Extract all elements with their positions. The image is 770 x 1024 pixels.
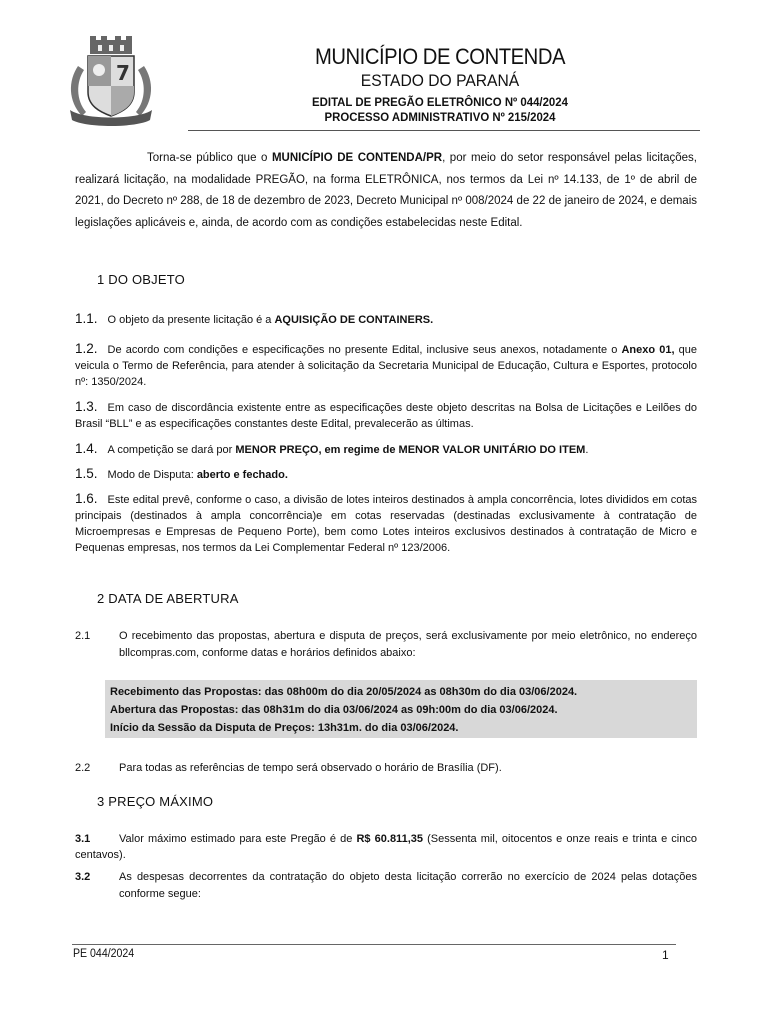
- process-number: PROCESSO ADMINISTRATIVO Nº 215/2024: [324, 110, 556, 124]
- clause-text: Valor máximo estimado para este Pregão é de: [119, 833, 357, 845]
- clause-number: 3.1: [75, 833, 91, 845]
- clause-3-1: [75, 831, 697, 863]
- clause-2-1: [75, 628, 697, 662]
- clause-text: que veicula o Termo de Referência, para atender à solicitação da Secretaria Municipal de Educação, Cultura e Esportes, protocolo nº: 1350/2024.: [75, 344, 697, 388]
- clause-text: Este edital prevê, conforme o caso, a divisão de lotes inteiros destinados à ampla concorrência, lotes divididos em cotas principais (destinados à ampla concorrência)e em cotas reservadas (destinadas exclusivamente à contratação de Microempresas e Empresas de Pequeno Porte), bem como Lotes inteiros exclusivos destinados à contratação de Micro e Pequenas empresas, nos termos da Lei Complementar Federal nº 123/2006.: [75, 494, 697, 554]
- clause-2-2: [75, 760, 697, 777]
- clause-text: As despesas decorrentes da contratação do objeto desta licitação correrão no exercício de 2024 pelas dotações conforme segue:: [119, 871, 697, 900]
- clause-number: 1.5.: [75, 466, 98, 481]
- clause-bold: MENOR PREÇO, em regime de MENOR VALOR UNITÁRIO DO ITEM: [235, 444, 586, 456]
- state-subtitle: ESTADO DO PARANÁ: [360, 71, 520, 90]
- clause-text: .: [585, 444, 589, 456]
- svg-text:7: 7: [116, 61, 130, 85]
- clause-text: De acordo com condições e especificações no presente Edital, inclusive seus anexos, notadamente o: [107, 344, 622, 356]
- clause-1-1: [75, 311, 697, 328]
- clause-1-2: [75, 341, 697, 390]
- clause-text: Em caso de discordância existente entre as especificações deste objeto descritas na Bolsa de Licitações e Leilões do Brasil “BLL” e as especificações constantes deste Edital, prevalecerão as últimas.: [75, 402, 697, 430]
- schedule-highlight-box: [105, 680, 697, 738]
- clause-number: 1.1.: [75, 311, 98, 326]
- clause-1-6: [75, 491, 697, 556]
- page-number: 1: [662, 948, 669, 962]
- municipal-coat-of-arms-icon: [64, 36, 158, 128]
- section-heading-objeto: 1 DO OBJETO: [97, 272, 185, 287]
- clause-1-3: [75, 399, 697, 432]
- clause-3-2: [75, 869, 697, 903]
- clause-bold: AQUISIÇÃO DE CONTAINERS.: [274, 314, 434, 326]
- clause-text: Para todas as referências de tempo será observado o horário de Brasília (DF).: [119, 762, 502, 774]
- footer-document-id: PE 044/2024: [73, 948, 135, 960]
- intro-municipality-bold: MUNICÍPIO DE CONTENDA/PR: [271, 152, 443, 164]
- clause-1-5: [75, 466, 697, 483]
- schedule-receipt-line: Recebimento das Propostas: das 08h00m do dia 20/05/2024 as 08h30m do dia 03/06/2024.: [110, 686, 578, 698]
- clause-text: O recebimento das propostas, abertura e disputa de preços, será exclusivamente por meio eletrônico, no endereço bllcompras.com, conforme datas e horários definidos abaixo:: [119, 630, 697, 659]
- clause-number: 2.2: [75, 762, 91, 774]
- footer-divider: [72, 944, 676, 945]
- clause-number: 1.6.: [75, 491, 98, 506]
- clause-text: Modo de Disputa:: [107, 469, 197, 481]
- clause-number: 1.4.: [75, 441, 98, 456]
- edital-number: EDITAL DE PREGÃO ELETRÔNICO Nº 044/2024: [312, 95, 568, 109]
- clause-number: 1.2.: [75, 341, 98, 356]
- header-divider: [188, 130, 700, 131]
- document-header: [200, 44, 680, 125]
- municipality-title: MUNICÍPIO DE CONTENDA: [314, 44, 566, 69]
- clause-number: 3.2: [75, 871, 91, 883]
- clause-bold: Anexo 01,: [621, 344, 675, 356]
- section-heading-abertura: 2 DATA DE ABERTURA: [97, 591, 239, 606]
- clause-text: (Sessenta mil, oitocentos e onze reais e trinta e cinco centavos).: [75, 833, 697, 861]
- clause-text: A competição se dará por: [107, 444, 236, 456]
- schedule-session-line: Início da Sessão da Disputa de Preços: 13h31m. do dia 03/06/2024.: [110, 722, 459, 734]
- clause-number: 2.1: [75, 630, 91, 642]
- max-price-value: R$ 60.811,35: [356, 833, 423, 845]
- clause-bold: aberto e fechado.: [196, 469, 288, 481]
- section-heading-preco: 3 PREÇO MÁXIMO: [97, 794, 214, 809]
- schedule-opening-line: Abertura das Propostas: das 08h31m do dia 03/06/2024 as 09h:00m do dia 03/06/2024.: [110, 704, 558, 716]
- intro-text-rest: , por meio do setor responsável pelas licitações, realizará licitação, na modalidade PREGÃO, na forma ELETRÔNICA, nos termos da Lei nº 14.133, de 1º de abril de 2021, do Decreto nº 288, de 18 de dezembro de 2023, Decreto Municipal nº 008/2024 de 22 de janeiro de 2024, e demais legislações aplicáveis e, ainda, de acordo com as condições estabelecidas neste Edital.: [75, 152, 697, 229]
- clause-text: O objeto da presente licitação é a: [107, 314, 275, 326]
- intro-text-start: Torna-se público que o: [147, 152, 272, 164]
- clause-1-4: [75, 441, 697, 458]
- intro-paragraph: [75, 148, 697, 234]
- clause-number: 1.3.: [75, 399, 98, 414]
